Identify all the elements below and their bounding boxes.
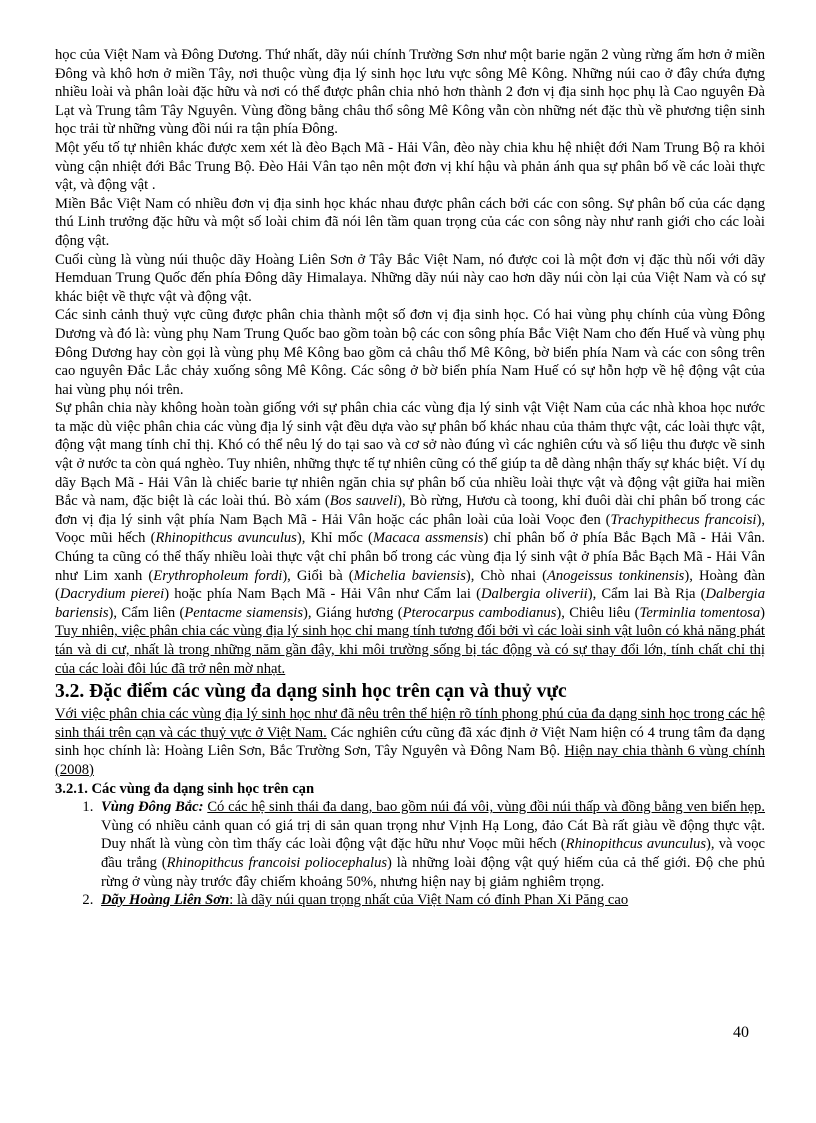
text-run: ), Cẩm liên ( xyxy=(108,604,185,621)
text-run: ), Giáng hương ( xyxy=(303,604,403,621)
section-heading: 3.2. Đặc điểm các vùng đa dạng sinh học trên cạn và thuỷ vực xyxy=(55,681,567,703)
species-name: Trachypithecus francoisi xyxy=(610,511,757,528)
text-run: ) chỉ phân bố ở phía Bắc Bạch Mã - Hải Vân. Chúng ta cũng có thể thấy nhiều loài thực vật chỉ phân bố trong các vùng địa lý sinh vật ở phía Bắc Bạch Mã - Hải Vân như Lim xanh ( xyxy=(55,530,765,584)
species-name: Rhinopithcus francoisi poliocephalus xyxy=(166,854,388,871)
species-name: Michelia baviensis xyxy=(353,567,466,584)
text-run: ), Voọc mũi hếch ( xyxy=(55,511,765,547)
body-paragraphs xyxy=(55,46,765,678)
body-paragraph xyxy=(55,139,765,195)
text-run: Tuy nhiên, việc phân chia các vùng địa lý sinh học chỉ mang tính tương đối bởi vì các loài sinh vật luôn có khả năng phát tán và di cư, nhất là trong những năm gần đây, khi môi trường sống bị tác động và có sự thay đổi lớn, tính chất chỉ thị của các loài đôi lúc đã trở nên mờ nhạt. xyxy=(55,623,765,677)
species-name: Anogeissus tonkinensis xyxy=(546,567,685,584)
text-run: Sự phân chia này không hoàn toàn giống với sự phân chia các vùng địa lý sinh vật Việt Nam của các nhà khoa học nước ta mặc dù việc phân chia các vùng địa lý sinh vật đều dựa vào sự phân bố khác nhau của thảm thực vật, các loài thực vật, động vật mang tính chỉ thị. Khó có thể nêu lý do tại sao và cơ sở nào đúng vì các nghiên cứu và số liệu thu được về sinh vật ở nước ta còn quá nghèo. Tuy nhiên, những thực tế tự nhiên cũng có thể giúp ta dễ dàng nhận thấy sự khác biệt. Ví dụ dãy Bạch Mã - Hải Vân là chiếc barie tự nhiên ngăn chia sự phân bố của nhiều loài thực vật và động vật giữa hai miền Bắc và nam, đặc biệt là các loài thú. Bò xám ( xyxy=(55,400,765,510)
section-intro-paragraph xyxy=(55,705,765,779)
text-run: Có các hệ sinh thái đa dang, bao gồm núi đá vôi, vùng đồi núi thấp và đồng bằng ven biển hẹp. xyxy=(207,799,766,816)
text-run: Miền Bắc Việt Nam có nhiều đơn vị địa sinh học khác nhau được phân cách bởi các con sông. Sự phân bố của các dạng thú Linh trưởng đặc hữu và một số loài chim đã nói lên tầm quan trọng của các con sông này như ranh giới cho các loài động vật. xyxy=(55,195,765,249)
text-run: ), Khỉ mốc ( xyxy=(296,530,373,547)
species-name: Macaca assmensis xyxy=(372,530,484,547)
page-number: 40 xyxy=(733,1024,749,1041)
region-title: Vùng Đông Bắc: xyxy=(101,799,204,816)
species-name: Pentacme siamensis xyxy=(184,604,304,621)
species-name: Dacrydium pierei xyxy=(59,586,165,603)
body-paragraph xyxy=(55,251,765,307)
text-run: ), Giổi bà ( xyxy=(282,567,354,584)
text-run: Các nghiên cứu cũng đã xác định ở Việt Nam hiện có 4 trung tâm đa dạng sinh học chính là: Hoàng Liên Sơn, Bắc Trường Sơn, Tây Nguyên và Đông Nam Bộ. xyxy=(55,724,765,760)
body-paragraph xyxy=(55,399,765,678)
region-list xyxy=(55,798,765,910)
species-name: Dalbergia bariensis xyxy=(55,586,765,621)
species-name: Pterocarpus cambodianus xyxy=(402,604,557,621)
text-run: Hiện nay chia thành 6 vùng chính (2008) xyxy=(55,743,766,778)
text-run: ), Cẩm lai Bà Rịa ( xyxy=(587,586,706,603)
text-run: ), Hoàng đàn ( xyxy=(55,567,765,603)
text-run: học của Việt Nam và Đông Dương. Thứ nhất, dãy núi chính Trường Sơn như một barie ngăn 2 vùng rừng ấm hơn ở miền Đông và khô hơn ở miền Tây, nơi thuộc vùng địa lý sinh học lưu vực sông Mê Kông. Những núi cao ở đây chứa đựng nhiều loài và phân loài đặc hữu và nơi có thể được phân chia nhỏ hơn thành 2 đơn vị địa sinh học phụ là Cao nguyên Đà Lạt và Trung tâm Tây Nguyên. Vùng đồng bằng châu thổ sông Mê Kông vẫn còn những nét đặc thù về phương tiện sinh học trải từ những vùng đồi núi ra tận phía Đông. xyxy=(55,47,765,138)
body-paragraph xyxy=(55,306,765,399)
species-name: Rhinopithcus avunculus xyxy=(565,836,707,853)
body-paragraph xyxy=(55,195,765,251)
subsection-heading: 3.2.1. Các vùng đa dạng sinh học trên cạn xyxy=(55,780,315,797)
text-run: ), Bò rừng, Hươu cà toong, khỉ đuôi dài chỉ phân bố trong các đơn vị địa lý sinh vật phía Nam Bạch Mã - Hải Vân hoặc các phân loài của loài Voọc đen ( xyxy=(55,493,765,528)
document-page xyxy=(55,46,765,910)
text-run: : là dãy núi quan trọng nhất của Việt Nam có đỉnh Phan Xi Păng cao xyxy=(229,892,629,909)
body-paragraph xyxy=(55,46,765,139)
species-name: Bos sauveli xyxy=(329,493,398,510)
species-name: Rhinopithcus avunculus xyxy=(155,530,297,547)
text-run: Các sinh cảnh thuỷ vực cũng được phân chia thành một số đơn vị địa sinh học. Có hai vùng phụ chính của vùng Đông Dương và đó là: vùng phụ Nam Trung Quốc bao gồm toàn bộ các con sông phía Bắc Việt Nam cho đến Huế và vùng phụ Đông Dương hay còn gọi là vùng phụ Mê Kông bao gồm cả châu thổ Mê Kông, bờ biển phía Nam và các con sông trên cao nguyên Đắc Lắc chảy xuống sông Mê Kông. Các sông ở bờ biển phía Nam Huế có sự hỗn hợp về hệ động vật của hai vùng phụ nói trên. xyxy=(55,307,765,398)
text-run: ), và voọc đầu trắng ( xyxy=(101,836,766,871)
species-name: Dalbergia oliverii xyxy=(480,586,588,603)
region-title: Dãy Hoàng Liên Sơn xyxy=(101,892,230,909)
text-run: Một yếu tố tự nhiên khác được xem xét là đèo Bạch Mã - Hải Vân, đèo này chia khu hệ nhiệt đới Nam Trung Bộ ra khỏi vùng cận nhiệt đới Bắc Trung Bộ. Đèo Hải Vân tạo nên một đơn vị khí hậu và phản ánh qua sự phân bố về các loài thực vật, và động vật . xyxy=(55,139,765,194)
text-run: ), Chiêu liêu ( xyxy=(556,604,640,621)
text-run: Với việc phân chia các vùng địa lý sinh học như đã nêu trên thể hiện rõ tính phong phú của đa dạng sinh học trong các hệ sinh thái trên cạn và các thuỷ vực ở Việt Nam. xyxy=(55,706,765,741)
text-run: ) xyxy=(760,604,765,621)
species-name: Erythropholeum fordi xyxy=(153,567,283,584)
text-run: ), Chò nhai ( xyxy=(465,567,547,584)
species-name: Terminlia tomentosa xyxy=(639,604,761,621)
region-item xyxy=(97,798,765,891)
text-run: Cuối cùng là vùng núi thuộc dãy Hoàng Liên Sơn ở Tây Bắc Việt Nam, nó được coi là một đơn vị đặc thù nối với dãy Hemduan Trung Quốc đến phía Đông dãy Himalaya. Những dãy núi này cao hơn dãy núi còn lại của Việt Nam và có sự khác biệt về thực vật và động vật. xyxy=(55,251,765,305)
region-item xyxy=(97,891,765,910)
text-run: Vùng có nhiều cảnh quan có giá trị di sản quan trọng như Vịnh Hạ Long, đảo Cát Bà rất giàu về động thực vật. Duy nhất là vùng còn tìm thấy các loài động vật đặc hữu như Voọc mũi hếch ( xyxy=(101,817,765,853)
text-run: ) hoặc phía Nam Bạch Mã - Hải Vân như Cẩm lai ( xyxy=(164,586,481,603)
text-run: ) là những loài động vật quý hiếm của cả thế giới. Độ che phủ rừng ở vùng này trước đây chiếm khoảng 50%, nhưng hiện nay bị giảm nghiêm trọng. xyxy=(101,854,765,890)
